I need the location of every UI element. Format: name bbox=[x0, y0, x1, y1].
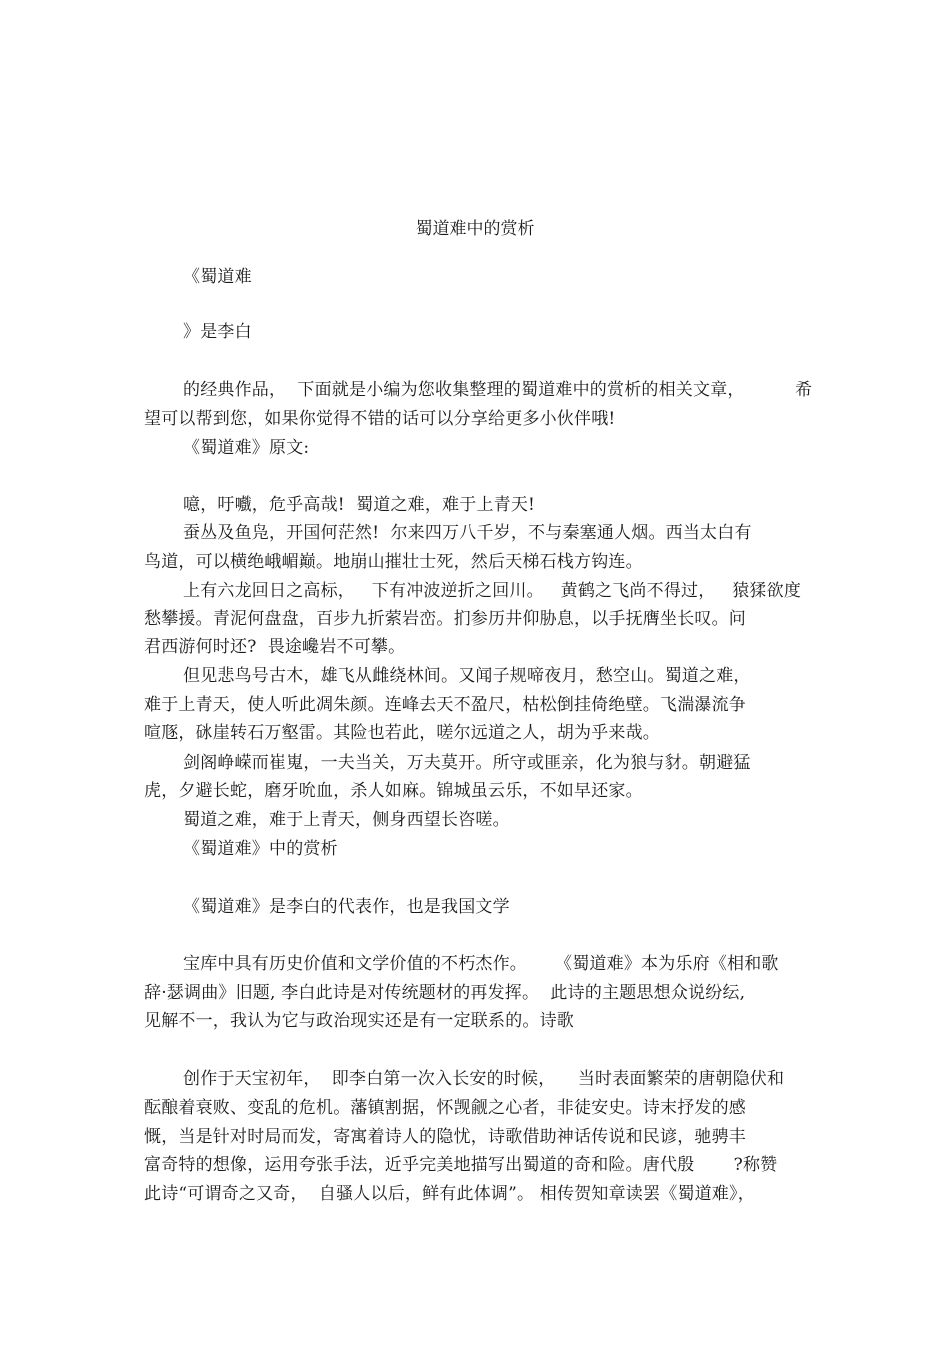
text-line: 辞·瑟调曲》旧题, 李白此诗是对传统题材的再发挥。 此诗的主题思想众说纷纭, bbox=[144, 983, 746, 1003]
text-line: 愁攀援。青泥何盘盘，百步九折萦岩峦。扪参历井仰胁息，以手抚膺坐长叹。问 bbox=[144, 609, 746, 629]
text-line: 《蜀道难 bbox=[183, 267, 252, 287]
text-line: 喧豗，砯崖转石万壑雷。其险也若此，嗟尔远道之人，胡为乎来哉。 bbox=[144, 723, 660, 743]
document-title: 蜀道难中的赏析 bbox=[415, 219, 535, 239]
text-line: 君西游何时还? 畏途巉岩不可攀。 bbox=[144, 637, 406, 657]
text-line: 》是李白 bbox=[183, 322, 252, 342]
text-line: 《蜀道难》中的赏析 bbox=[183, 839, 338, 859]
text-line: 《蜀道难》原文: bbox=[183, 438, 310, 458]
text-line: 虎，夕避长蛇，磨牙吮血，杀人如麻。锦城虽云乐，不如早还家。 bbox=[144, 781, 643, 801]
text-line: 但见悲鸟号古木，雄飞从雌绕林间。又闻子规啼夜月，愁空山。蜀道之难， bbox=[183, 666, 751, 686]
text-line: 鸟道，可以横绝峨嵋巅。地崩山摧壮士死，然后天梯石栈方钩连。 bbox=[144, 552, 643, 572]
text-line: 蚕丛及鱼凫，开国何茫然! 尔来四万八千岁，不与秦塞通人烟。西当太白有 bbox=[183, 523, 752, 543]
text-line: 见解不一，我认为它与政治现实还是有一定联系的。诗歌 bbox=[144, 1011, 574, 1031]
text-line: 慨，当是针对时局而发，寄寓着诗人的隐忧，诗歌借助神话传说和民谚，驰骋丰 bbox=[144, 1127, 746, 1147]
text-line: 此诗“可谓奇之又奇， 自骚人以后，鲜有此体调”。 相传贺知章读罢《蜀道难》， bbox=[144, 1184, 755, 1204]
text-line: 噫，吁嚱，危乎高哉! 蜀道之难，难于上青天! bbox=[183, 495, 536, 515]
text-line: 宝库中具有历史价值和文学价值的不朽杰作。 《蜀道难》本为乐府《相和歌 bbox=[183, 954, 779, 974]
text-line: 剑阁峥嵘而崔嵬，一夫当关，万夫莫开。所守或匪亲，化为狼与豺。朝避猛 bbox=[183, 753, 751, 773]
text-line: 上有六龙回日之高标， 下有冲波逆折之回川。 黄鹤之飞尚不得过， 猿猱欲度 bbox=[183, 581, 802, 601]
text-line: 难于上青天，使人听此凋朱颜。连峰去天不盈尺，枯松倒挂倚绝壁。飞湍瀑流争 bbox=[144, 695, 746, 715]
text-line: 《蜀道难》是李白的代表作，也是我国文学 bbox=[183, 897, 510, 917]
text-line: 创作于天宝初年， 即李白第一次入长安的时候， 当时表面繁荣的唐朝隐伏和 bbox=[183, 1069, 785, 1089]
text-line: 望可以帮到您，如果你觉得不错的话可以分享给更多小伙伴哦! bbox=[144, 409, 616, 429]
text-line: 的经典作品， 下面就是小编为您收集整理的蜀道难中的赏析的相关文章， 希 bbox=[183, 380, 813, 400]
text-line: 富奇特的想像，运用夸张手法，近乎完美地描写出蜀道的奇和险。唐代殷 ?称赞 bbox=[144, 1155, 778, 1175]
text-line: 酝酿着衰败、变乱的危机。藩镇割据，怀觊觎之心者，非徒安史。诗末抒发的感 bbox=[144, 1098, 746, 1118]
text-line: 蜀道之难，难于上青天，侧身西望长咨嗟。 bbox=[183, 810, 510, 830]
